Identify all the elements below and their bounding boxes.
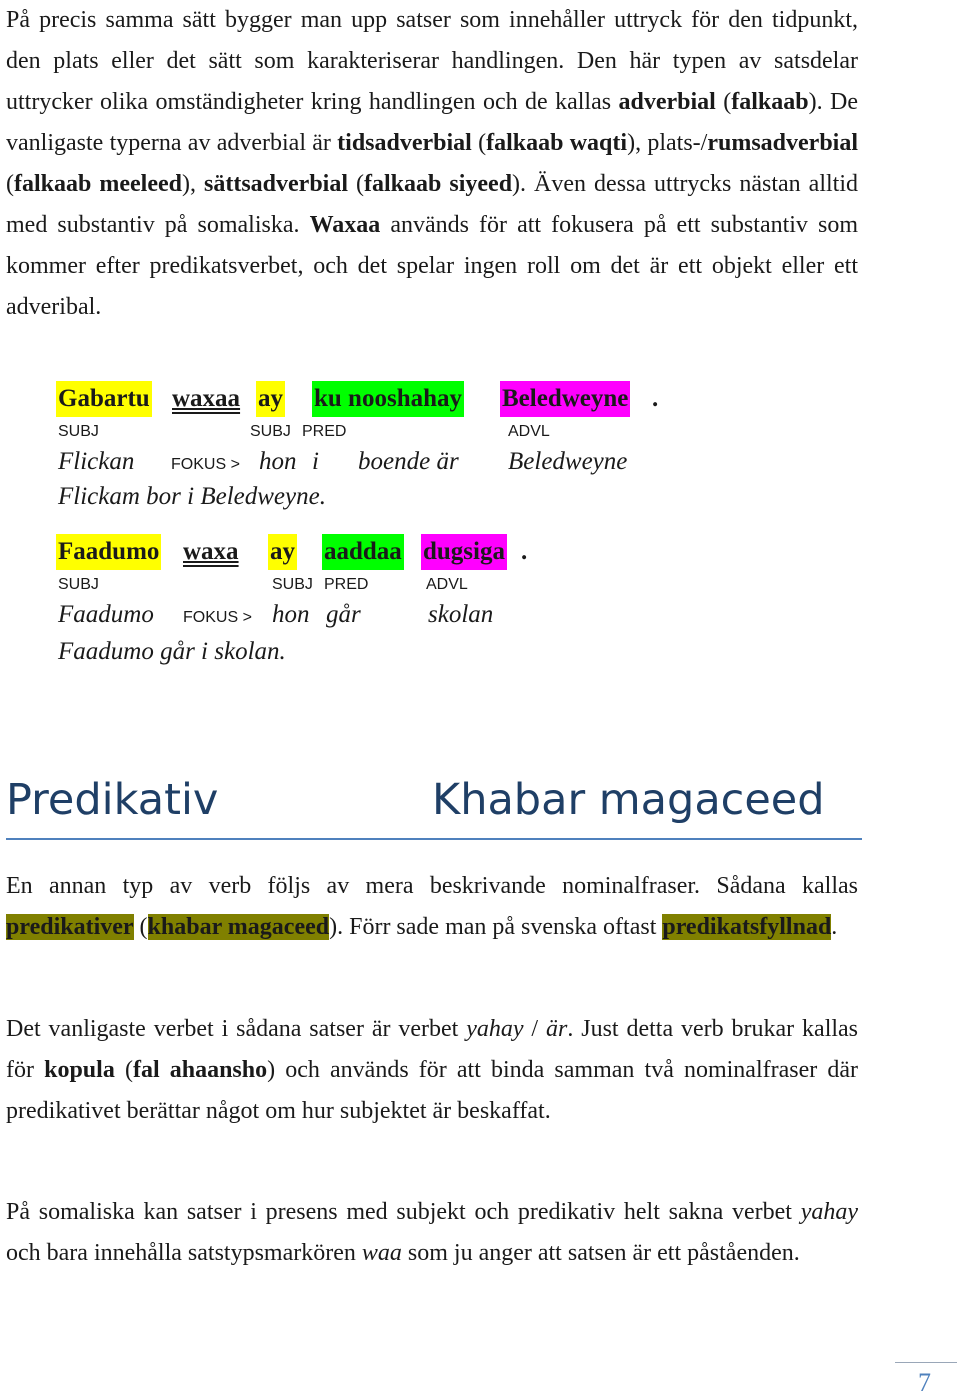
gloss-word: hon bbox=[259, 448, 297, 475]
example-word: Beledweyne bbox=[500, 381, 630, 417]
example-translation: Faadumo går i skolan. bbox=[58, 638, 286, 665]
example-word: ku nooshahay bbox=[312, 381, 464, 417]
example-word: ay bbox=[268, 534, 297, 570]
example-word: Faadumo bbox=[56, 534, 161, 570]
tag-advl: ADVL bbox=[508, 423, 550, 440]
section-heading-left: Predikativ bbox=[6, 775, 219, 825]
example-word: Gabartu bbox=[56, 381, 152, 417]
tag-pred: PRED bbox=[324, 576, 369, 593]
example-translation: Flickam bor i Beledweyne. bbox=[58, 483, 326, 510]
gloss-word: Faadumo bbox=[58, 601, 154, 628]
gloss-word: hon bbox=[272, 601, 310, 628]
gloss-word: boende är bbox=[358, 448, 459, 475]
tag-pred: PRED bbox=[302, 423, 347, 440]
section-heading-right: Khabar magaceed bbox=[432, 775, 825, 825]
gloss-word: går bbox=[326, 601, 361, 628]
tag-subj: SUBJ bbox=[272, 576, 313, 593]
example-word: waxa bbox=[183, 538, 239, 565]
gloss-word: i bbox=[312, 448, 319, 475]
page-number-rule bbox=[895, 1362, 957, 1363]
gloss-focus: FOKUS > bbox=[183, 609, 252, 626]
tag-subj: SUBJ bbox=[58, 576, 99, 593]
gloss-focus: FOKUS > bbox=[171, 456, 240, 473]
paragraph-predikativ: En annan typ av verb följs av mera beskrivande nominalfraser. Sådana kallas predikativer (khabar magaceed). Förr sade man på svenska oftast predikatsfyllnad. bbox=[6, 873, 858, 940]
gloss-word: Flickan bbox=[58, 448, 135, 475]
example-word: ay bbox=[256, 381, 285, 417]
example-period: . bbox=[521, 538, 528, 565]
example-word: waxaa bbox=[172, 385, 241, 412]
paragraph-kopula: Det vanligaste verbet i sådana satser är verbet yahay / är. Just detta verb brukar kallas för kopula (fal ahaansho) och används för att binda samman två nominalfraser där predikativet berättar något om hur subjektet är beskaffat. bbox=[6, 1016, 859, 1124]
gloss-word: Beledweyne bbox=[508, 448, 628, 475]
tag-subj: SUBJ bbox=[58, 423, 99, 440]
tag-advl: ADVL bbox=[426, 576, 468, 593]
example-period: . bbox=[652, 385, 659, 412]
paragraph-presens: På somaliska kan satser i presens med subjekt och predikativ helt sakna verbet yahay och bara innehålla satstypsmarkören waa som ju anger att satsen är ett påståenden. bbox=[6, 1199, 858, 1266]
page-number: 7 bbox=[918, 1368, 931, 1397]
example-word: aaddaa bbox=[322, 534, 404, 570]
heading-rule bbox=[6, 838, 862, 840]
paragraph-adverbial: På precis samma sätt bygger man upp satser som innehåller uttryck för den tidpunkt, den plats eller det sätt som karakteriserar handlingen. Den här typen av satsdelar uttrycker olika omständigheter kring handlingen och de kallas adverbial (falkaab). De vanligaste typerna av adverbial är tidsadverbial (falkaab waqti), plats-/rumsadverbial (falkaab meeleed), sättsadverbial (falkaab siyeed). Även dessa uttrycks nästan alltid med substantiv på somaliska. Waxaa används för att fokusera på ett substantiv som kommer efter predikatsverbet, och det spelar ingen roll om det är ett objekt eller ett adveribal. bbox=[6, 7, 859, 320]
tag-subj: SUBJ bbox=[250, 423, 291, 440]
gloss-word: skolan bbox=[428, 601, 494, 628]
example-word: dugsiga bbox=[421, 534, 507, 570]
